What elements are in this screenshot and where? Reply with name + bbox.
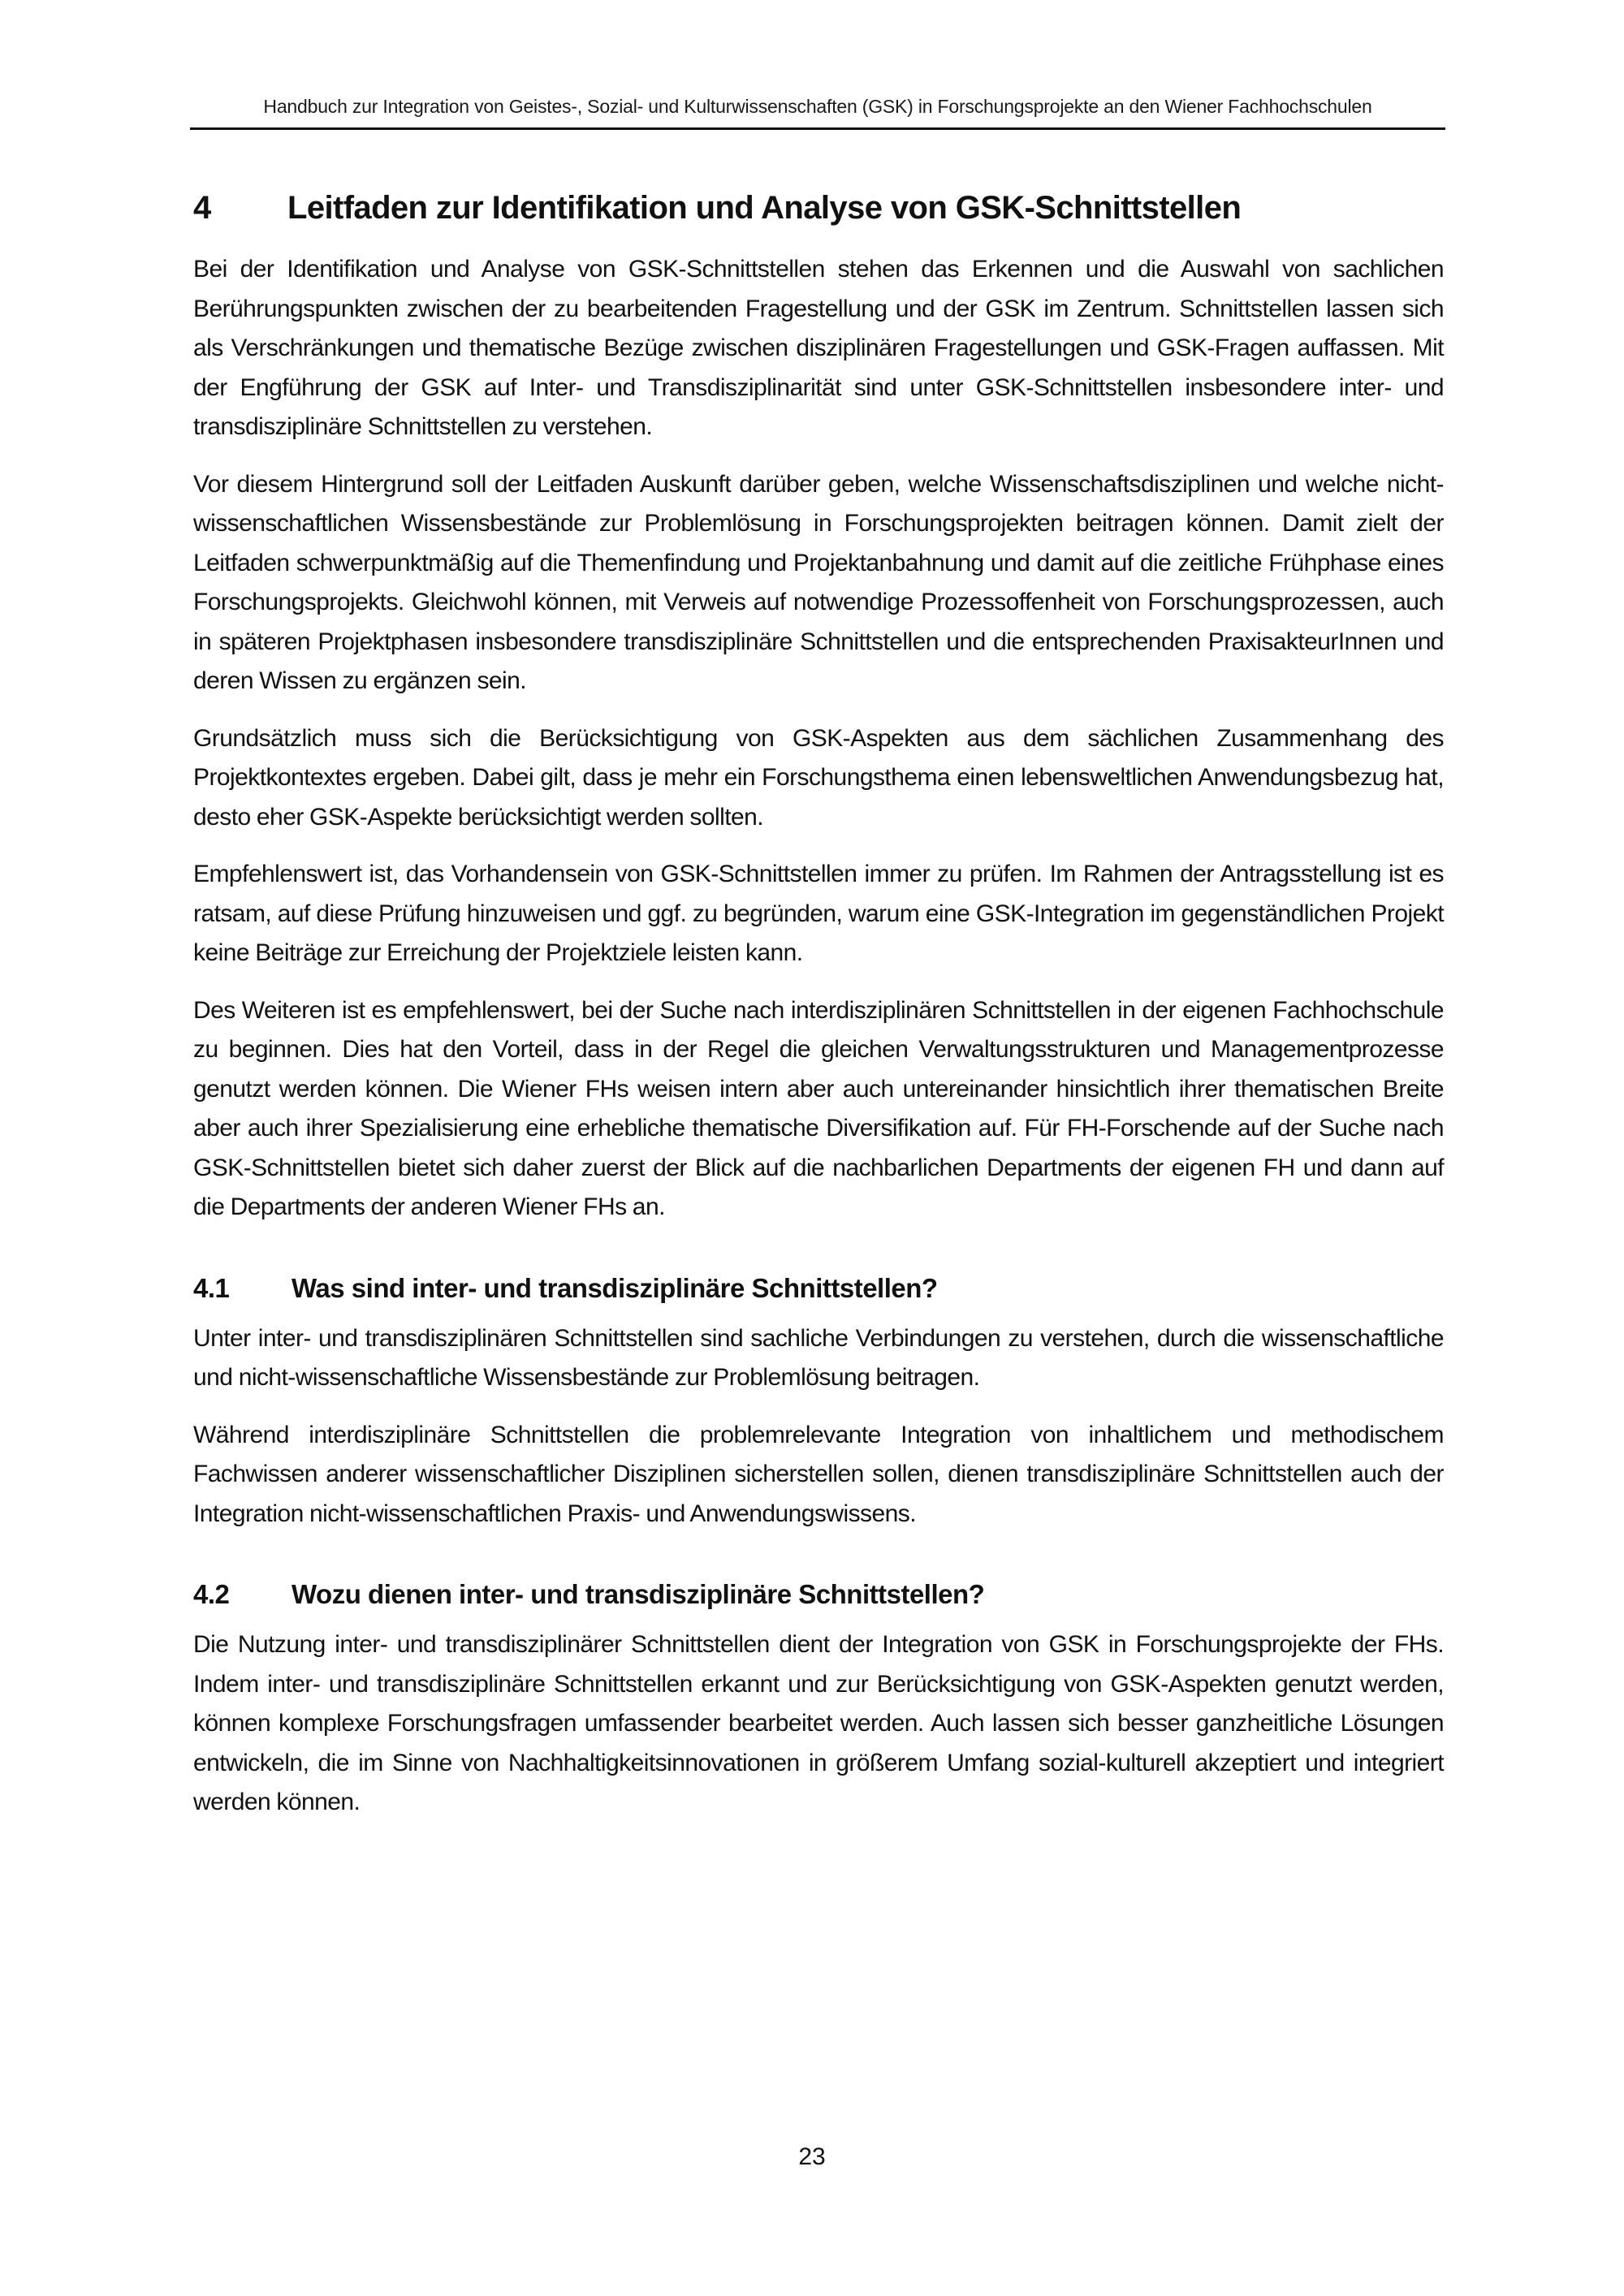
header-divider (190, 127, 1445, 130)
section-number: 4.2 (193, 1579, 230, 1609)
running-header: Handbuch zur Integration von Geistes-, Sozial- und Kulturwissenschaften (GSK) in Forschungsprojekte an den Wiener Fachhochschulen (263, 96, 1372, 117)
paragraph: Während interdisziplinäre Schnittstellen die problemrelevante Integration von inhaltlichem und methodischem Fachwissen anderer wissenschaftlicher Disziplinen sicherstellen sollen, dienen transdisziplinäre Schnittstellen auch der Integration nicht-wissenschaftlichen Praxis- und Anwendungswissens. (193, 1421, 1444, 1527)
section-heading-4-2 (193, 1581, 1444, 1608)
section-title: Wozu dienen inter- und transdisziplinäre Schnittstellen? (292, 1579, 985, 1609)
paragraph: Des Weiteren ist es empfehlenswert, bei der Suche nach interdisziplinären Schnittstellen in der eigenen Fachhochschule zu beginnen. Dies hat den Vorteil, dass in der Regel die gleichen Verwaltungsstrukturen und Managementprozesse genutzt werden können. Die Wiener FHs weisen intern aber auch untereinander hinsichtlich ihrer thematischen Breite aber auch ihrer Spezialisierung eine erhebliche thematische Diversifikation auf. Für FH-Forschende auf der Suche nach GSK-Schnittstellen bietet sich daher zuerst der Blick auf die nachbarlichen Departments der eigenen FH und dann auf die Departments der anderen Wiener FHs an. (193, 996, 1444, 1220)
chapter-number: 4 (193, 190, 211, 226)
page-number: 23 (798, 2143, 826, 2170)
paragraph: Grundsätzlich muss sich die Berücksichtigung von GSK-Aspekten aus dem sächlichen Zusammenhang des Projektkontextes ergeben. Dabei gilt, dass je mehr ein Forschungsthema einen lebensweltlichen Anwendungsbezug hat, desto eher GSK-Aspekte berücksichtigt werden sollten. (193, 724, 1444, 831)
section-heading-4-1 (193, 1272, 1444, 1303)
section-title: Was sind inter- und transdisziplinäre Schnittstellen? (292, 1272, 938, 1303)
page-content (193, 192, 1444, 1841)
chapter-title: Leitfaden zur Identifikation und Analyse von GSK-Schnittstellen (287, 190, 1242, 226)
paragraph: Unter inter- und transdisziplinären Schnittstellen sind sachliche Verbindungen zu verstehen, durch die wissenschaftliche und nicht-wissenschaftliche Wissensbestände zur Problemlösung beitragen. (193, 1324, 1444, 1391)
paragraph: Empfehlenswert ist, das Vorhandensein von GSK-Schnittstellen immer zu prüfen. Im Rahmen der Antragsstellung ist es ratsam, auf diese Prüfung hinzuweisen und ggf. zu begründen, warum eine GSK-Integration im gegenständlichen Projekt keine Beiträge zur Erreichung der Projektziele leisten kann. (193, 861, 1444, 966)
section-number: 4.1 (193, 1272, 230, 1303)
paragraph: Die Nutzung inter- und transdisziplinärer Schnittstellen dient der Integration von GSK in Forschungsprojekte der FHs. Indem inter- und transdisziplinäre Schnittstellen erkannt und zur Berücksichtigung von GSK-Aspekten genutzt werden, können komplexe Forschungsfragen umfassender bearbeitet werden. Auch lassen sich besser ganzheitliche Lösungen entwickeln, die im Sinne von Nachhaltigkeitsinnovationen in größerem Umfang sozial-kulturell akzeptiert und integriert werden können. (193, 1631, 1444, 1815)
paragraph: Bei der Identifikation und Analyse von GSK-Schnittstellen stehen das Erkennen und die Auswahl von sachlichen Berührungspunkten zwischen der zu bearbeitenden Fragestellung und der GSK im Zentrum. Schnittstellen lassen sich als Verschränkungen und thematische Bezüge zwischen disziplinären Fragestellungen und GSK-Fragen auffassen. Mit der Engführung der GSK auf Inter- und Transdisziplinarität sind unter GSK-Schnittstellen insbesondere inter- und transdisziplinäre Schnittstellen zu verstehen. (193, 256, 1444, 440)
paragraph: Vor diesem Hintergrund soll der Leitfaden Auskunft darüber geben, welche Wissenschaftsdisziplinen und welche nicht-wissenschaftlichen Wissensbestände zur Problemlösung in Forschungsprojekten beitragen können. Damit zielt der Leitfaden schwerpunktmäßig auf die Themenfindung und Projektanbahnung und damit auf die zeitliche Frühphase eines Forschungsprojekts. Gleichwohl können, mit Verweis auf notwendige Prozessoffenheit von Forschungsprozessen, auch in späteren Projektphasen insbesondere transdisziplinäre Schnittstellen und die entsprechenden PraxisakteurInnen und deren Wissen zu ergänzen sein. (193, 470, 1444, 694)
chapter-heading (193, 192, 1444, 224)
